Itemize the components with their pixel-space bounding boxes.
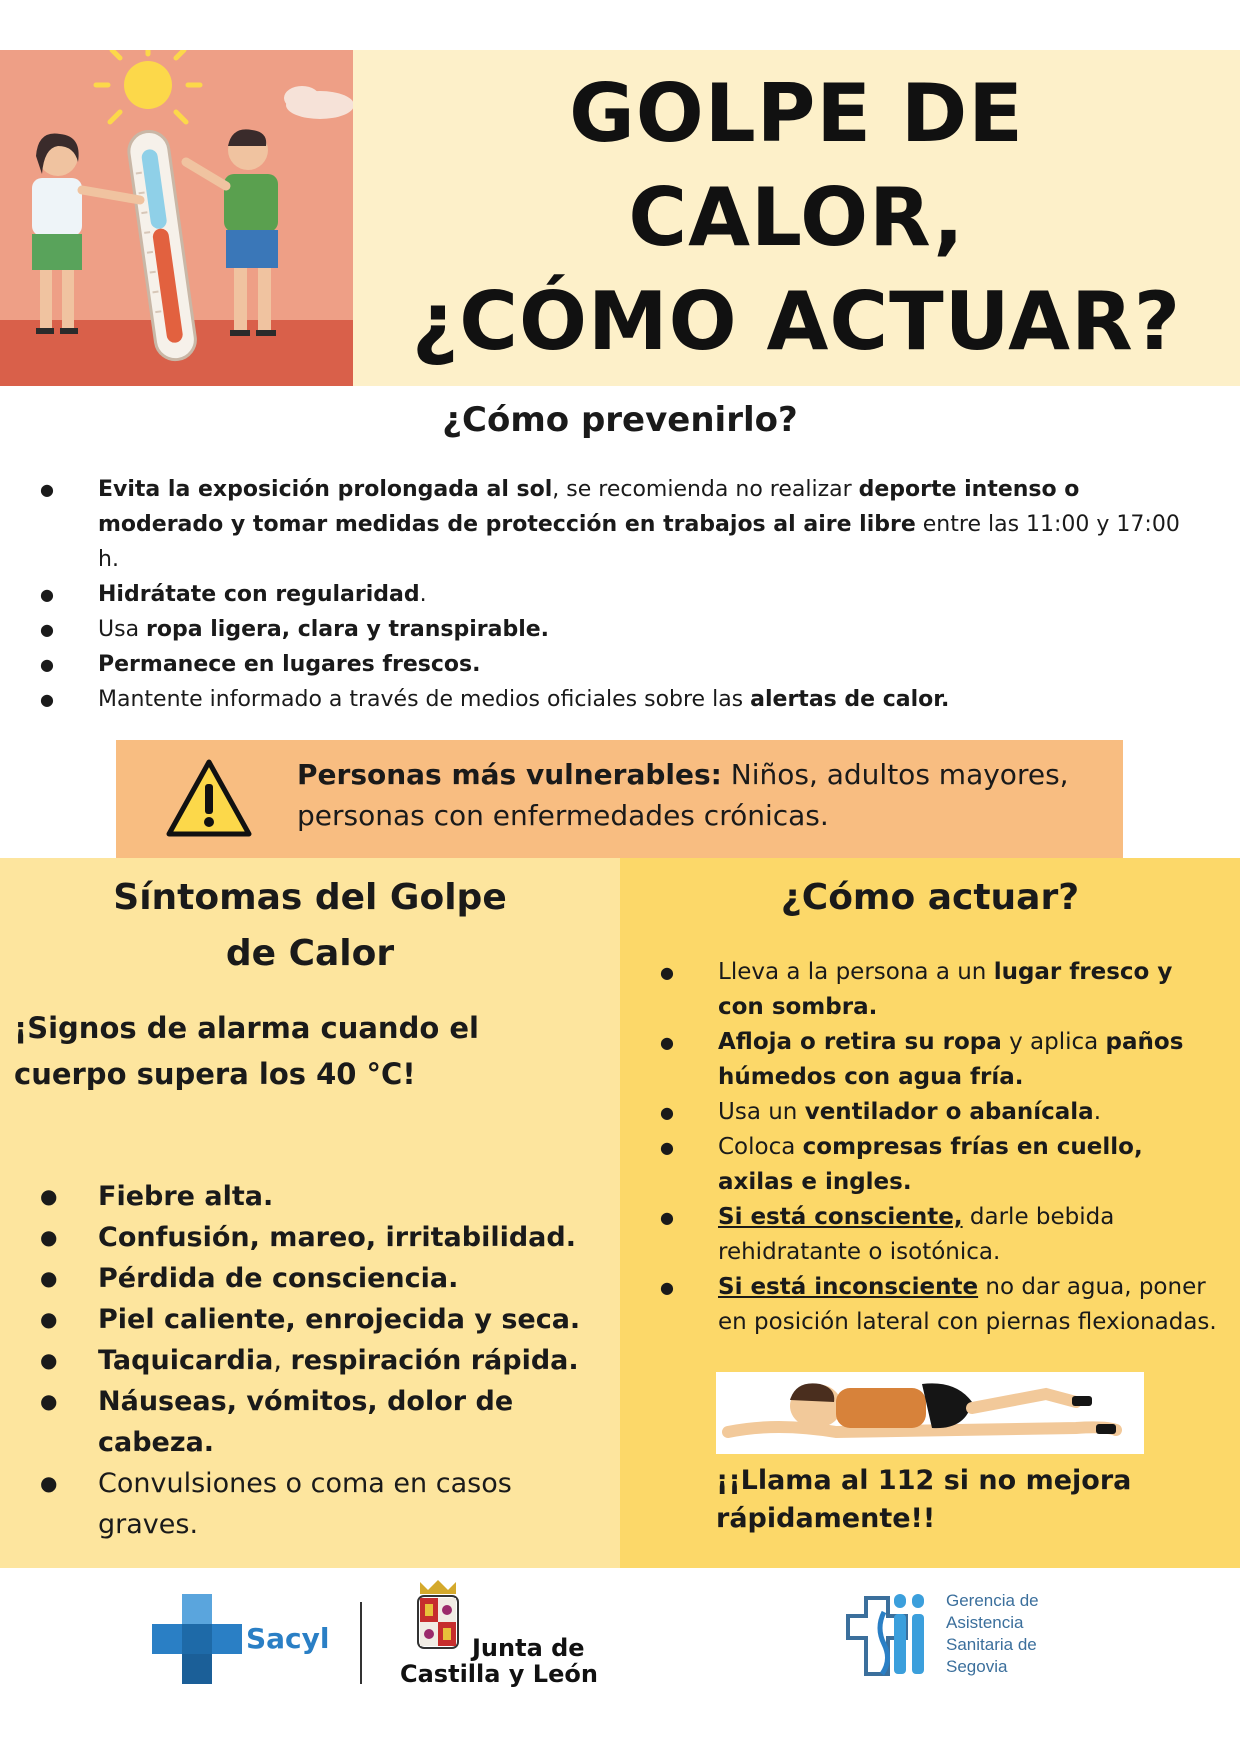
sacyl-logo-text: Sacyl	[246, 1622, 330, 1655]
list-item	[40, 612, 1200, 647]
title-line: GOLPE DE	[569, 67, 1024, 160]
list-item	[40, 647, 1200, 682]
list-item	[40, 1258, 600, 1299]
list-item-text: Si está inconsciente	[718, 1274, 979, 1300]
list-item-text: Mantente informado a través de medios oficiales sobre las	[98, 687, 751, 712]
list-item-text: paños húmedos con agua fría.	[718, 1029, 1184, 1090]
list-item	[660, 1270, 1220, 1340]
list-item-text: Permanece en lugares frescos.	[98, 652, 481, 677]
list-item	[40, 577, 1200, 612]
list-item	[40, 472, 1200, 577]
list-item	[40, 1176, 600, 1217]
list-item-text: Si está consciente,	[718, 1204, 963, 1230]
prevention-title: ¿Cómo prevenirlo?	[442, 400, 798, 440]
title-line: CALOR,	[628, 171, 965, 264]
list-item-text: compresas frías en cuello, axilas e ingles.	[718, 1134, 1143, 1195]
symptoms-list	[40, 1176, 600, 1545]
gass-line: Segovia	[946, 1657, 1008, 1676]
list-item	[40, 1340, 600, 1381]
warning-detail: Niños, adultos mayores, personas con enfermedades crónicas.	[297, 758, 1069, 832]
list-item	[660, 1200, 1220, 1270]
gass-line: Gerencia de	[946, 1591, 1039, 1610]
list-item-text: Evita la exposición prolongada al sol	[98, 477, 553, 502]
list-item-text: , se recomienda no realizar	[552, 477, 859, 502]
list-item	[40, 1463, 600, 1545]
list-item-text: .	[419, 582, 427, 607]
list-item	[660, 1025, 1220, 1095]
footer-divider	[360, 1602, 362, 1684]
list-item-text: lugar fresco y con sombra.	[718, 959, 1173, 1020]
gass-logo-icon	[842, 1588, 938, 1684]
list-item-text: Pérdida de consciencia.	[98, 1263, 459, 1294]
list-item	[40, 1299, 600, 1340]
symptoms-title: Síntomas del Golpe de Calor	[113, 877, 507, 974]
list-item-text: Confusión, mareo, irritabilidad.	[98, 1222, 576, 1253]
jcyl-line2: Castilla y León	[400, 1660, 598, 1688]
list-item	[660, 955, 1220, 1025]
gass-line: Sanitaria de	[946, 1635, 1037, 1654]
list-item-text: Taquicardia	[98, 1345, 274, 1376]
list-item-text: .	[1093, 1099, 1102, 1125]
list-item-text: Afloja o retira su ropa	[718, 1029, 1002, 1055]
list-item-text: ropa ligera, clara y transpirable.	[146, 617, 550, 642]
warning-triangle-icon	[166, 758, 252, 838]
list-item-text: Usa un	[718, 1099, 805, 1125]
list-item	[660, 1095, 1220, 1130]
vulnerable-warning	[116, 740, 1123, 858]
action-title: ¿Cómo actuar?	[780, 877, 1080, 918]
list-item-text: Coloca	[718, 1134, 803, 1160]
prevention-list	[40, 472, 1200, 717]
gass-text	[946, 1590, 1039, 1678]
list-item-text: ventilador o abanícala	[804, 1099, 1094, 1125]
list-item-text: Fiebre alta.	[98, 1181, 274, 1212]
jcyl-line1: Junta de	[472, 1634, 585, 1662]
coat-of-arms-icon	[412, 1578, 464, 1654]
list-item-text: no dar agua, poner en posición lateral con piernas flexionadas.	[718, 1274, 1217, 1335]
list-item-text: entre las 11:00 y 17:00 h.	[98, 512, 1180, 572]
list-item-text: y aplica	[1001, 1029, 1106, 1055]
list-item-text: alertas de calor.	[750, 687, 950, 712]
list-item-text: deporte intenso o moderado y tomar medidas de protección en trabajos al aire libre	[98, 477, 1080, 537]
list-item-text: darle bebida rehidratante o isotónica.	[718, 1204, 1115, 1265]
heat-illustration-icon	[0, 50, 353, 386]
warning-label: Personas más vulnerables:	[297, 758, 722, 791]
list-item-text: Lleva a la persona a un	[718, 959, 994, 985]
list-item-text: Náuseas, vómitos, dolor de cabeza.	[98, 1386, 514, 1458]
list-item	[40, 1217, 600, 1258]
emergency-call-text: ¡¡Llama al 112 si no mejora rápidamente!!	[716, 1465, 1132, 1534]
title-line: ¿CÓMO ACTUAR?	[411, 275, 1182, 368]
list-item	[40, 1381, 600, 1463]
list-item	[40, 682, 1200, 717]
list-item	[660, 1130, 1220, 1200]
action-list	[660, 955, 1220, 1340]
list-item-text: Piel caliente, enrojecida y seca.	[98, 1304, 581, 1335]
list-item-text: Hidrátate con regularidad	[98, 582, 420, 607]
list-item-text: Convulsiones o coma en casos graves.	[98, 1468, 512, 1540]
list-item-text: Usa	[98, 617, 147, 642]
list-item-text: ,	[273, 1345, 291, 1376]
recovery-position-icon	[716, 1372, 1144, 1454]
warning-text	[297, 754, 1097, 836]
alarm-text: ¡Signos de alarma cuando el cuerpo supera los 40 °C!	[14, 1011, 479, 1091]
list-item-text: respiración rápida.	[290, 1345, 579, 1376]
page-title	[353, 62, 1240, 374]
gass-line: Asistencia	[946, 1613, 1024, 1632]
